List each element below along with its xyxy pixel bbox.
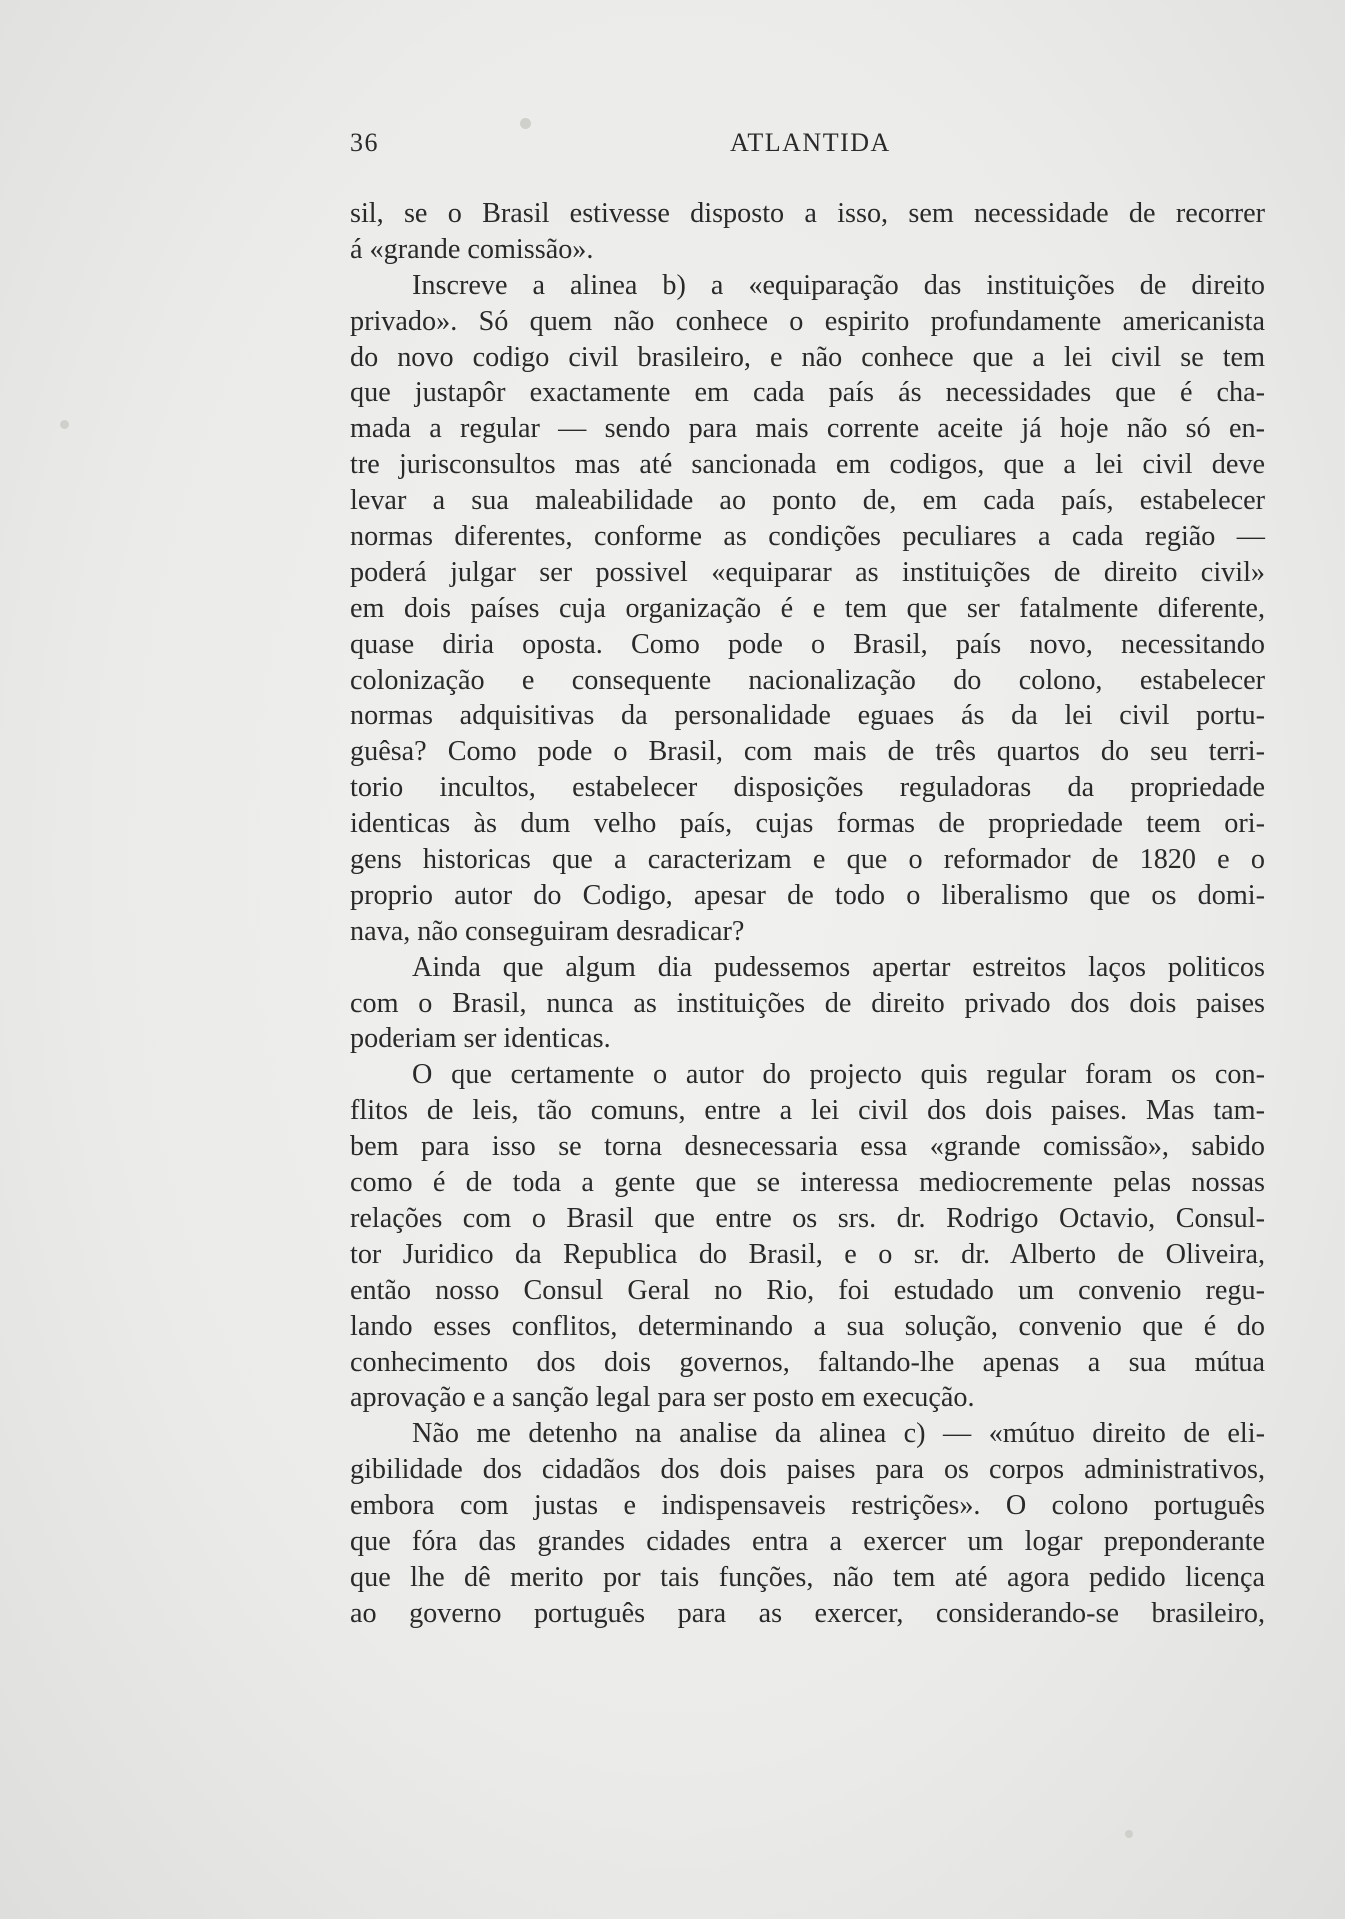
running-title: ATLANTIDA [730,128,891,157]
text-line: privado». Só quem não conhece o espirito profundamente americanista [350,305,1265,337]
text-line: normas diferentes, conforme as condições peculiares a cada região — [350,521,1265,553]
text-line: relações com o Brasil que entre os srs. dr. Rodrigo Octavio, Consul- [350,1202,1265,1234]
text-line: á «grande comissão». [350,233,594,265]
text-line: flitos de leis, tão comuns, entre a lei civil dos dois paises. Mas tam- [350,1095,1265,1127]
text-line: bem para isso se torna desnecessaria essa «grande comissão», sabido [350,1131,1265,1163]
text-line: torio incultos, estabelecer disposições reguladoras da propriedade [350,772,1265,804]
paper-speck [60,420,69,429]
text-line: identicas às dum velho país, cujas formas de propriedade teem ori- [350,808,1265,840]
text-line: guêsa? Como pode o Brasil, com mais de três quartos do seu terri- [350,736,1265,768]
text-line: com o Brasil, nunca as instituições de direito privado dos dois paises [350,987,1265,1019]
text-line: como é de toda a gente que se interessa mediocremente pelas nossas [350,1167,1265,1199]
text-line: gens historicas que a caracterizam e que o reformador de 1820 e o [350,844,1265,876]
text-line: poderá julgar ser possivel «equiparar as instituições de direito civil» [350,556,1265,588]
text-line: Não me detenho na analise da alinea c) — «mútuo direito de eli- [412,1418,1265,1450]
text-line: então nosso Consul Geral no Rio, foi estudado um convenio regu- [350,1274,1265,1306]
text-line: gibilidade dos cidadãos dos dois paises para os corpos administrativos, [350,1454,1265,1486]
text-line: conhecimento dos dois governos, faltando-lhe apenas a sua mútua [350,1346,1265,1378]
text-line: Inscreve a alinea b) a «equiparação das instituições de direito [412,269,1265,301]
text-line: do novo codigo civil brasileiro, e não conhece que a lei civil se tem [350,341,1265,373]
text-line: que fóra das grandes cidades entra a exercer um logar preponderante [350,1525,1265,1557]
text-line: proprio autor do Codigo, apesar de todo o liberalismo que os domi- [350,879,1265,911]
text-line: sil, se o Brasil estivesse disposto a isso, sem necessidade de recorrer [350,198,1265,229]
text-line: que lhe dê merito por tais funções, não tem até agora pedido licença [350,1561,1265,1593]
text-line: levar a sua maleabilidade ao ponto de, em cada país, estabelecer [350,485,1265,517]
body-text [350,196,1265,1632]
text-line: ao governo português para as exercer, considerando-se brasileiro, [350,1597,1265,1629]
text-line: tre jurisconsultos mas até sancionada em codigos, que a lei civil deve [350,449,1265,481]
text-line: mada a regular — sendo para mais corrente aceite já hoje não só en- [350,413,1265,445]
paper-speck [1125,1830,1133,1838]
text-line: quase diria oposta. Como pode o Brasil, país novo, necessitando [350,628,1265,660]
text-line: embora com justas e indispensaveis restrições». O colono português [350,1490,1265,1522]
text-line: nava, não conseguiram desradicar? [350,915,745,947]
text-line: tor Juridico da Republica do Brasil, e o sr. dr. Alberto de Oliveira, [350,1238,1265,1270]
text-line: lando esses conflitos, determinando a sua solução, convenio que é do [350,1310,1265,1342]
text-line: O que certamente o autor do projecto quis regular foram os con- [412,1059,1265,1091]
running-header [350,128,1260,164]
text-line: em dois países cuja organização é e tem que ser fatalmente diferente, [350,592,1265,624]
text-line: Ainda que algum dia pudessemos apertar estreitos laços politicos [412,951,1265,983]
text-line: colonização e consequente nacionalização do colono, estabelecer [350,664,1265,696]
text-line: normas adquisitivas da personalidade eguaes ás da lei civil portu- [350,700,1265,732]
page-number: 36 [350,128,379,157]
text-line: aprovação e a sanção legal para ser posto em execução. [350,1382,975,1414]
text-line: que justapôr exactamente em cada país ás necessidades que é cha- [350,377,1265,409]
text-line: poderiam ser identicas. [350,1023,611,1055]
